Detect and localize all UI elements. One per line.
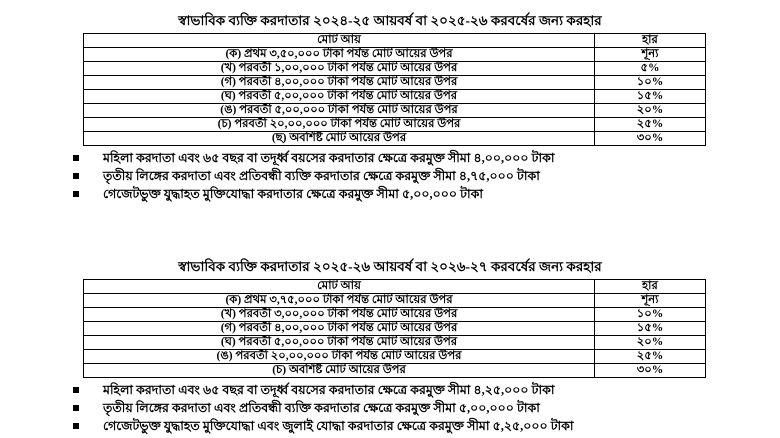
table-row xyxy=(84,90,706,104)
rate-cell: ২০% xyxy=(595,336,706,350)
rate-cell: ১৫% xyxy=(595,90,706,104)
rate-cell: ৫% xyxy=(595,62,706,76)
table-row xyxy=(84,104,706,118)
rate-cell: ১০% xyxy=(595,76,706,90)
income-slab-cell: (ঙ) পরবর্তী ৫,০০,০০০ টাকা পর্যন্ত মোট আয়ের উপর xyxy=(84,104,595,118)
list-item xyxy=(73,418,780,436)
section1-header-total-income: মোট আয় xyxy=(84,34,595,48)
income-slab-cell: (ক) প্রথম ৩,৭৫,০০০ টাকা পর্যন্ত মোট আয়ের উপর xyxy=(84,294,595,308)
section1-title: স্বাভাবিক ব্যক্তি করদাতার ২০২৪-২৫ আয়বর্ষ বা ২০২৫-২৬ করবর্ষের জন্য করহার xyxy=(178,13,602,28)
table-row xyxy=(84,308,706,322)
section2-header-rate: হার xyxy=(595,280,706,294)
list-item xyxy=(73,400,780,418)
square-bullet-icon xyxy=(73,191,79,197)
rate-cell: ৩০% xyxy=(595,132,706,146)
table-row xyxy=(84,322,706,336)
table-row xyxy=(84,118,706,132)
note-text: তৃতীয় লিঙ্গের করদাতা এবং প্রতিবন্ধী ব্যক্তি করদাতার ক্ষেত্রে করমুক্ত সীমা ৪,৭৫,০০০ টাকা xyxy=(103,169,540,183)
section2-header-total-income: মোট আয় xyxy=(84,280,595,294)
income-slab-cell: (ঘ) পরবর্তী ৫,০০,০০০ টাকা পর্যন্ত মোট আয়ের উপর xyxy=(84,90,595,104)
income-slab-cell: (খ) পরবর্তী ১,০০,০০০ টাকা পর্যন্ত মোট আয়ের উপর xyxy=(84,62,595,76)
section1-header-row xyxy=(84,34,706,48)
table-row xyxy=(84,294,706,308)
list-item xyxy=(73,382,780,400)
rate-cell: ১৫% xyxy=(595,322,706,336)
income-slab-cell: (গ) পরবর্তী ৪,০০,০০০ টাকা পর্যন্ত মোট আয়ের উপর xyxy=(84,76,595,90)
note-text: তৃতীয় লিঙ্গের করদাতা এবং প্রতিবন্ধী ব্যক্তি করদাতার ক্ষেত্রে করমুক্ত সীমা ৫,০০,০০০ টাকা xyxy=(103,401,540,415)
income-slab-cell: (চ) পরবর্তী ২০,০০,০০০ টাকা পর্যন্ত মোট আয়ের উপর xyxy=(84,118,595,132)
rate-cell: শূন্য xyxy=(595,48,706,62)
list-item xyxy=(73,186,780,204)
note-text: মহিলা করদাতা এবং ৬৫ বছর বা তদূর্ধ্ব বয়সের করদাতার ক্ষেত্রে করমুক্ত সীমা ৪,২৫,০০০ টাকা xyxy=(103,383,555,397)
section2-notes xyxy=(73,382,780,436)
income-slab-cell: (ক) প্রথম ৩,৫০,০০০ টাকা পর্যন্ত মোট আয়ের উপর xyxy=(84,48,595,62)
rate-cell: শূন্য xyxy=(595,294,706,308)
table-row xyxy=(84,336,706,350)
income-slab-cell: (চ) অবশিষ্ট মোট আয়ের উপর xyxy=(84,364,595,378)
list-item xyxy=(73,168,780,186)
table-row xyxy=(84,364,706,378)
square-bullet-icon xyxy=(73,173,79,179)
rate-cell: ১০% xyxy=(595,308,706,322)
square-bullet-icon xyxy=(73,405,79,411)
income-slab-cell: (ঙ) পরবর্তী ২০,০০,০০০ টাকা পর্যন্ত মোট আয়ের উপর xyxy=(84,350,595,364)
section1-notes xyxy=(73,150,780,204)
square-bullet-icon xyxy=(73,155,79,161)
section1-tax-table xyxy=(83,33,706,146)
rate-cell: ২৫% xyxy=(595,350,706,364)
income-slab-cell: (গ) পরবর্তী ৪,০০,০০০ টাকা পর্যন্ত মোট আয়ের উপর xyxy=(84,322,595,336)
square-bullet-icon xyxy=(73,387,79,393)
table-row xyxy=(84,350,706,364)
income-slab-cell: (ছ) অবশিষ্ট মোট আয়ের উপর xyxy=(84,132,595,146)
rate-cell: ২০% xyxy=(595,104,706,118)
income-slab-cell: (ঘ) পরবর্তী ৫,০০,০০০ টাকা পর্যন্ত মোট আয়ের উপর xyxy=(84,336,595,350)
rate-cell: ২৫% xyxy=(595,118,706,132)
note-text: মহিলা করদাতা এবং ৬৫ বছর বা তদূর্ধ্ব বয়সের করদাতার ক্ষেত্রে করমুক্ত সীমা ৪,০০,০০০ টাকা xyxy=(103,151,555,165)
table-row xyxy=(84,62,706,76)
square-bullet-icon xyxy=(73,423,79,429)
rate-cell: ৩০% xyxy=(595,364,706,378)
income-slab-cell: (খ) পরবর্তী ৩,০০,০০০ টাকা পর্যন্ত মোট আয়ের উপর xyxy=(84,308,595,322)
table-row xyxy=(84,132,706,146)
section2-tax-table xyxy=(83,279,706,378)
note-text: গেজেটভুক্ত যুদ্ধাহত মুক্তিযোদ্ধা এবং জুলাই যোদ্ধা করদাতার ক্ষেত্রে করমুক্ত সীমা ৫,২৫,০০০ টাকা xyxy=(103,419,574,433)
note-text: গেজেটভুক্ত যুদ্ধাহত মুক্তিযোদ্ধা করদাতার ক্ষেত্রে করমুক্ত সীমা ৫,০০,০০০ টাকা xyxy=(103,187,483,201)
table-row xyxy=(84,48,706,62)
list-item xyxy=(73,150,780,168)
section1-header-rate: হার xyxy=(595,34,706,48)
table-row xyxy=(84,76,706,90)
section2-title: স্বাভাবিক ব্যক্তি করদাতার ২০২৫-২৬ আয়বর্ষ বা ২০২৬-২৭ করবর্ষের জন্য করহার xyxy=(178,259,602,274)
section2-header-row xyxy=(84,280,706,294)
